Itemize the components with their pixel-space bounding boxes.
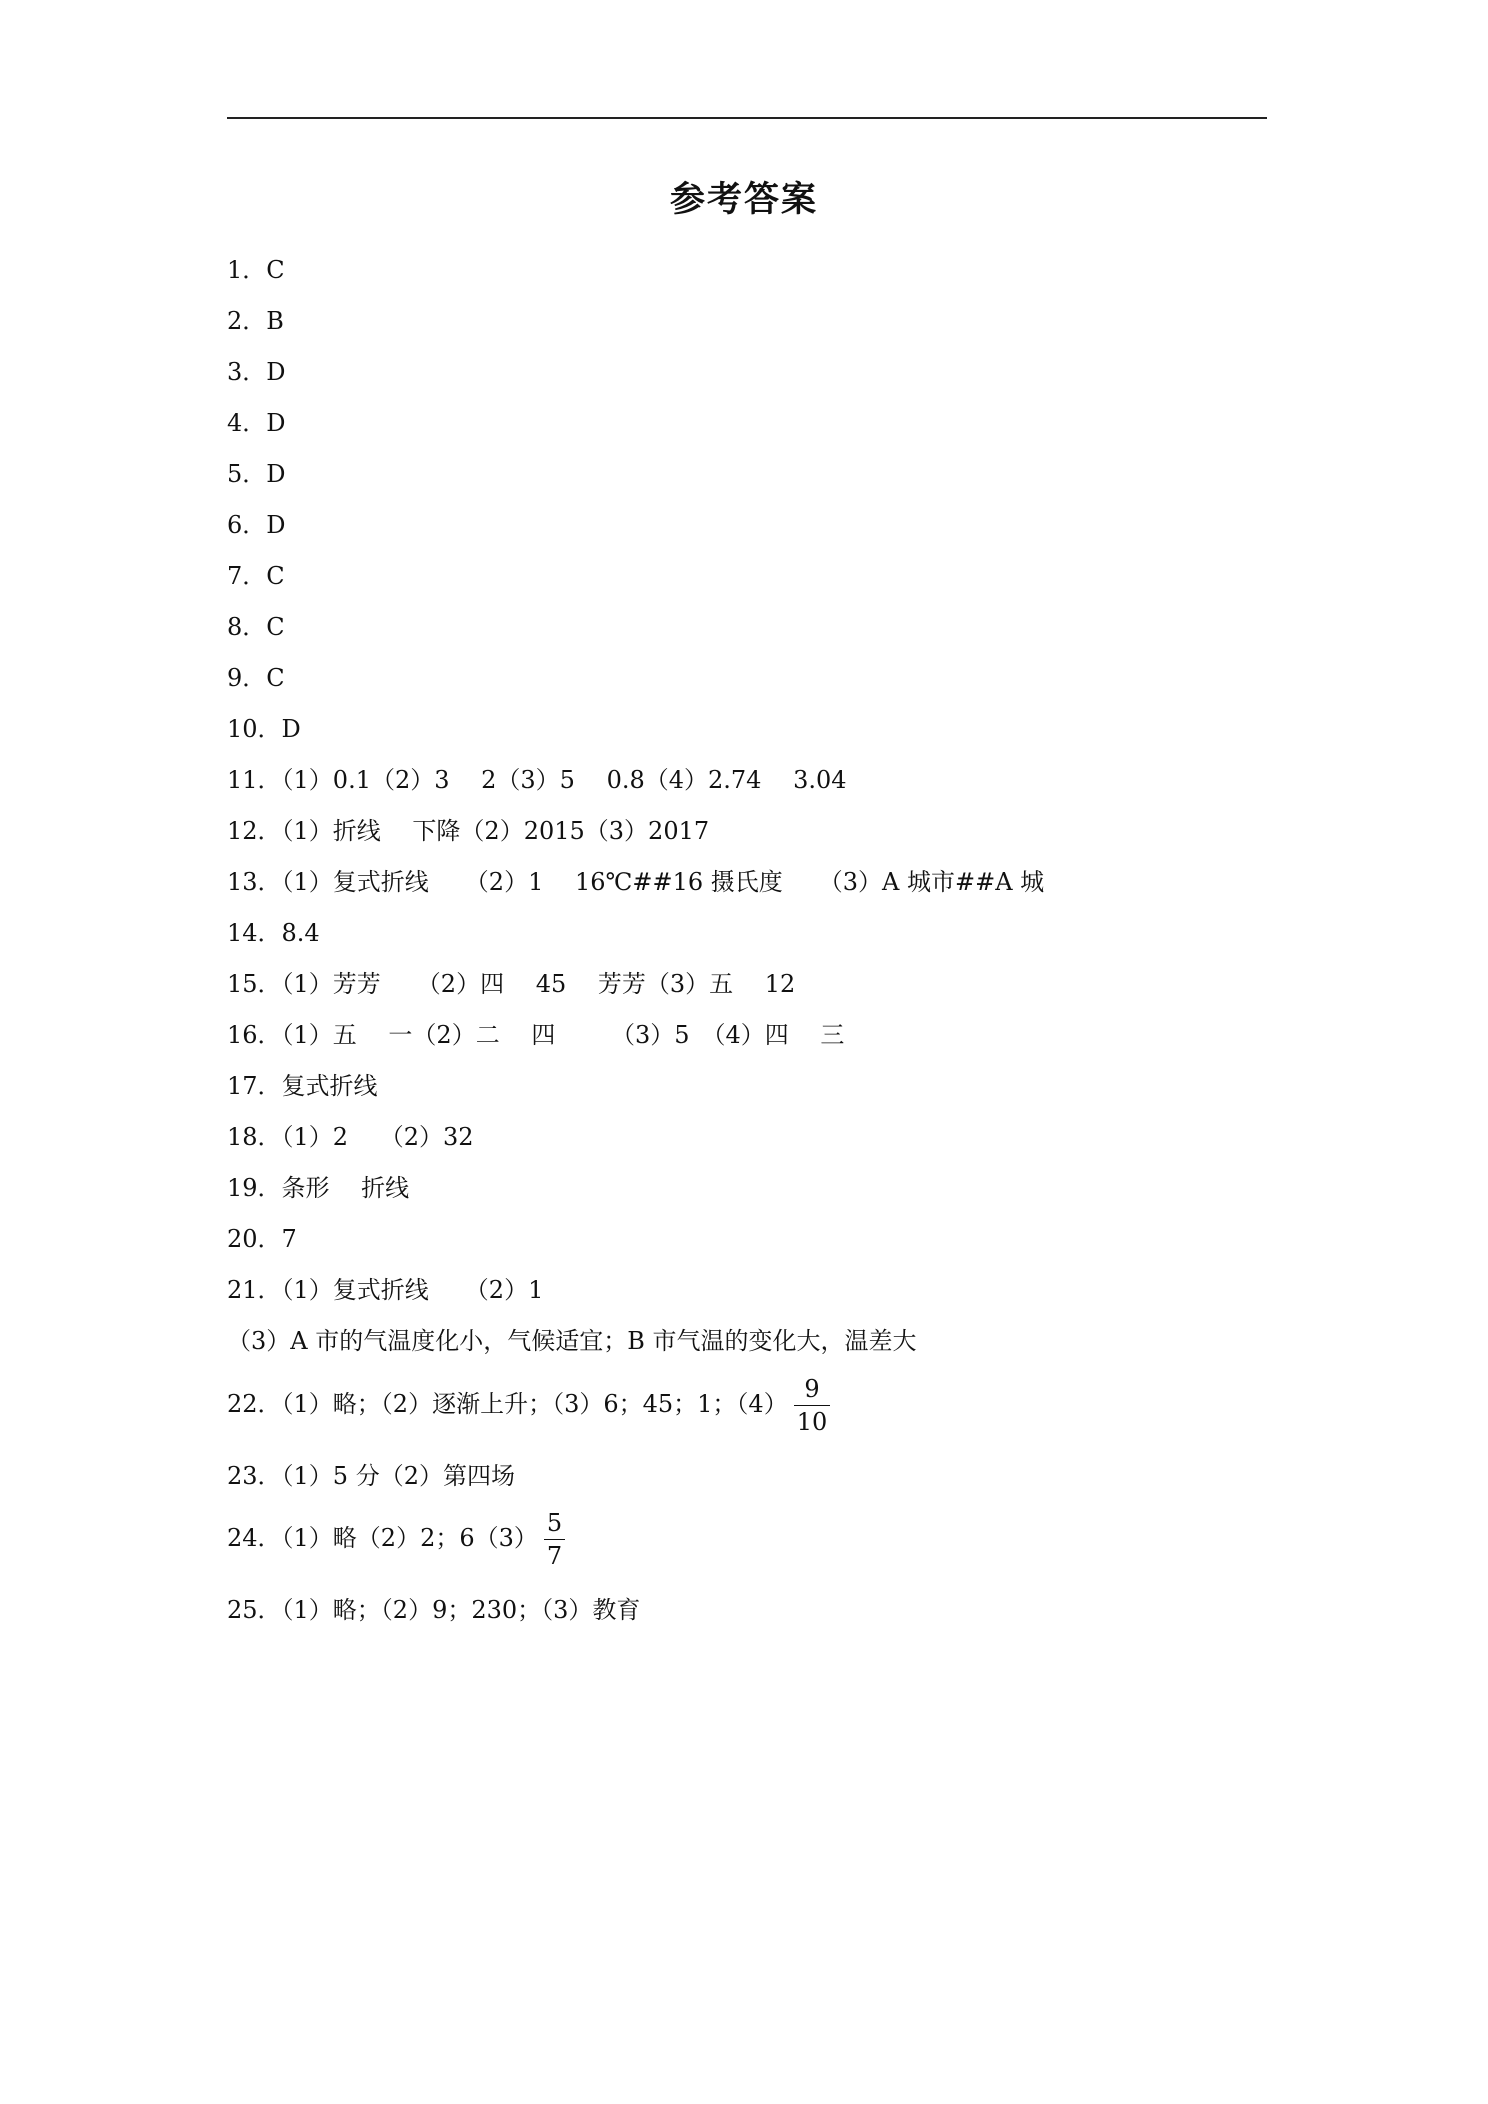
answer-line-19 — [227, 1168, 409, 1208]
answer-text: 3．D — [227, 358, 286, 386]
fraction-denominator: 7 — [544, 1539, 565, 1568]
answer-text: 23．（1）5 分（2）第四场 — [227, 1462, 515, 1490]
page-title: 参考答案 — [669, 180, 818, 220]
answer-text: 15．（1）芳芳 （2）四 45 芳芳（3）五 12 — [227, 970, 796, 998]
answer-line-12 — [227, 811, 709, 851]
answer-text: 7．C — [227, 562, 285, 590]
answer-text: 25．（1）略；（2）9；230；（3）教育 — [227, 1596, 641, 1624]
answer-line-3 — [227, 352, 286, 392]
answer-text: 17．复式折线 — [227, 1072, 378, 1100]
answer-line-13 — [227, 862, 1044, 902]
answer-line-16 — [227, 1015, 844, 1055]
answer-text: 18．（1）2 （2）32 — [227, 1123, 474, 1151]
fraction-numerator: 9 — [804, 1375, 820, 1403]
answer-text: 22．（1）略；（2）逐渐上升；（3）6；45；1；（4） — [227, 1390, 788, 1418]
answer-text: 12．（1）折线 下降（2）2015（3）2017 — [227, 817, 710, 845]
answer-line-24 — [227, 1508, 565, 1568]
answer-text: 1．C — [227, 256, 285, 284]
answer-text: 2．B — [227, 307, 284, 335]
answer-text: 16．（1）五 一（2）二 四 （3）5 （4）四 三 — [227, 1021, 845, 1049]
answer-line-18 — [227, 1117, 474, 1157]
answer-line-1 — [227, 250, 285, 290]
fraction-numerator: 5 — [546, 1509, 563, 1537]
fraction — [544, 1511, 565, 1568]
answer-line-21 — [227, 1270, 543, 1310]
answer-text: 6．D — [227, 511, 286, 539]
answer-text: 8．C — [227, 613, 285, 641]
answer-text: 20．7 — [227, 1225, 297, 1253]
fraction — [794, 1377, 831, 1434]
answer-line-23 — [227, 1456, 515, 1496]
header-rule — [227, 117, 1267, 119]
answer-line-8 — [227, 607, 285, 647]
fraction-denominator: 10 — [794, 1405, 831, 1434]
answer-text: 10．D — [227, 715, 301, 743]
answer-line-20 — [227, 1219, 297, 1259]
answer-text: 14．8.4 — [227, 919, 320, 947]
answer-line-21-part-3 — [227, 1321, 917, 1361]
answer-text: 21．（1）复式折线 （2）1 — [227, 1276, 544, 1304]
answer-line-22 — [227, 1374, 830, 1434]
answer-line-4 — [227, 403, 286, 443]
answer-line-6 — [227, 505, 286, 545]
answer-line-25 — [227, 1590, 640, 1630]
answer-text: 9．C — [227, 664, 285, 692]
answer-line-14 — [227, 913, 320, 953]
answer-line-7 — [227, 556, 285, 596]
answer-line-15 — [227, 964, 795, 1004]
answer-text: 13．（1）复式折线 （2）1 16℃##16 摄氏度 （3）A 城市##A 城 — [227, 868, 1045, 896]
answer-text: 11．（1）0.1（2）3 2（3）5 0.8（4）2.74 3.04 — [227, 766, 847, 794]
answer-text: （3）A 市的气温度化小，气候适宜；B 市气温的变化大，温差大 — [227, 1327, 917, 1355]
answer-line-5 — [227, 454, 286, 494]
answer-line-11 — [227, 760, 847, 800]
answer-text: 19．条形 折线 — [227, 1174, 410, 1202]
answer-text: 24．（1）略（2）2；6（3） — [227, 1524, 538, 1552]
answer-text: 4．D — [227, 409, 286, 437]
answer-line-2 — [227, 301, 284, 341]
answer-line-9 — [227, 658, 285, 698]
answer-line-17 — [227, 1066, 378, 1106]
answer-text: 5．D — [227, 460, 286, 488]
answer-line-10 — [227, 709, 301, 749]
